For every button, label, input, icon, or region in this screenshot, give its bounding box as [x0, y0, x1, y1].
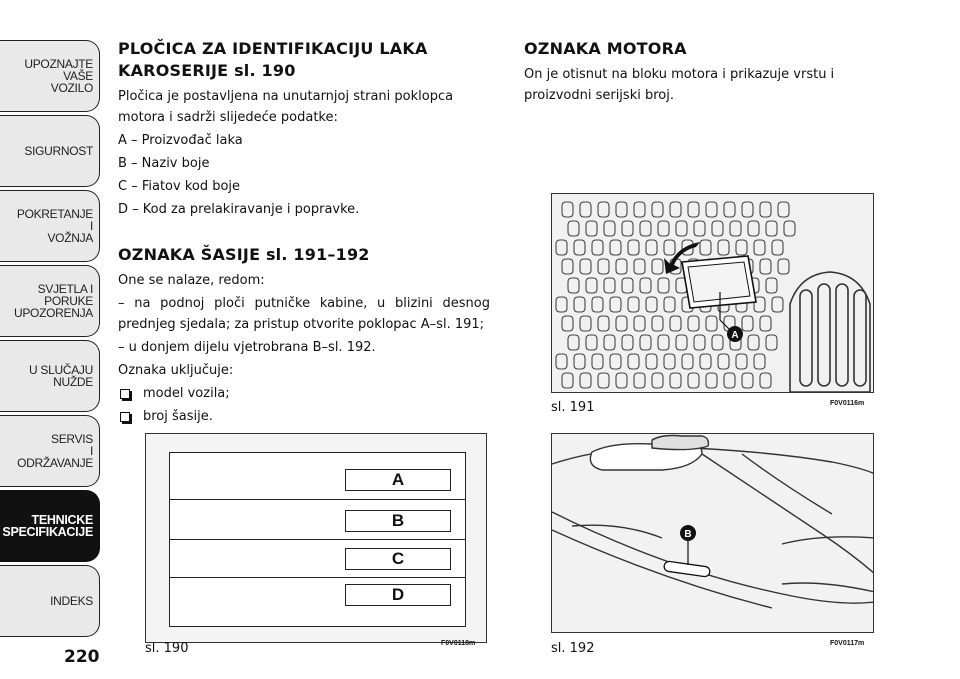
mat-cell — [598, 373, 609, 388]
mat-cell — [634, 259, 645, 274]
mat-cell — [592, 240, 603, 255]
mat-cell — [736, 354, 747, 369]
mat-cell — [760, 202, 771, 217]
tab-u-slucaju[interactable] — [0, 340, 100, 412]
mat-cell — [556, 240, 567, 255]
bullet-item — [118, 406, 490, 427]
mat-cell — [730, 221, 741, 236]
windscreen-illustration — [552, 434, 874, 633]
caption-190: sl. 190 — [145, 641, 189, 656]
square-bullet-icon — [120, 389, 130, 399]
mat-cell — [628, 240, 639, 255]
mat-cell — [604, 221, 615, 236]
mat-cell — [622, 221, 633, 236]
bullet-text: broj šasije. — [143, 409, 213, 424]
heading-motor: OZNAKA MOTORA — [524, 39, 687, 58]
plate-label-d: D — [345, 584, 451, 606]
mat-cell — [658, 221, 669, 236]
mat-cell — [562, 316, 573, 331]
mat-cell — [574, 297, 585, 312]
mat-cell — [700, 240, 711, 255]
tab-indeks[interactable] — [0, 565, 100, 637]
mat-cell — [778, 259, 789, 274]
code-192: F0V0117m — [830, 640, 865, 647]
paragraph: On je otisnut na bloku motora i prikazuje vrstu i proizvodni serijski broj. — [524, 67, 835, 103]
mat-cell — [568, 221, 579, 236]
mat-cell — [628, 297, 639, 312]
tab-pokretanje[interactable] — [0, 190, 100, 262]
paragraph: – na podnoj ploči putničke kabine, u blizini desnog prednjeg sjedala; za pristup otvorite poklopac A–sl. 191; — [118, 296, 490, 332]
mat-cell — [652, 259, 663, 274]
mat-cell — [562, 259, 573, 274]
tab-label: SIGURNOST — [24, 144, 93, 158]
mat-cell — [598, 259, 609, 274]
mat-cell — [658, 335, 669, 350]
mat-cell — [580, 259, 591, 274]
mat-cell — [616, 316, 627, 331]
figure-190 — [145, 433, 487, 643]
mat-cell — [766, 221, 777, 236]
page-number: 220 — [64, 647, 100, 667]
mat-cell — [586, 221, 597, 236]
tab-upoznajte[interactable] — [0, 40, 100, 112]
list-item: A – Proizvođač laka — [118, 133, 243, 148]
tab-label: TEHNICKE SPECIFIKACIJE — [2, 513, 93, 539]
mat-cell — [598, 202, 609, 217]
code-191: F0V0116m — [830, 400, 865, 407]
mat-cell — [778, 202, 789, 217]
mat-cell — [634, 316, 645, 331]
tab-label: UPOZNAJTE VAŠE VOZILO — [24, 57, 93, 95]
mat-cell — [580, 373, 591, 388]
mat-cell — [670, 373, 681, 388]
mat-cell — [568, 335, 579, 350]
mat-cell — [616, 202, 627, 217]
mat-cell — [604, 335, 615, 350]
mat-cell — [592, 354, 603, 369]
left-column — [118, 38, 490, 427]
mat-cell — [616, 373, 627, 388]
mat-cell — [760, 259, 771, 274]
mat-cell — [694, 221, 705, 236]
mat-cell — [634, 373, 645, 388]
mat-cell — [766, 335, 777, 350]
mat-cell — [580, 202, 591, 217]
mat-cell — [742, 373, 753, 388]
mat-cell — [706, 316, 717, 331]
mat-cell — [754, 240, 765, 255]
bullet-text: model vozila; — [143, 386, 230, 401]
mat-cell — [712, 221, 723, 236]
tab-label: SERVIS I ODRŽAVANJE — [17, 432, 93, 470]
mat-cell — [676, 221, 687, 236]
figure-192 — [551, 433, 874, 633]
mat-cell — [562, 202, 573, 217]
paragraph: – u donjem dijelu vjetrobrana B–sl. 192. — [118, 340, 376, 355]
mat-cell — [622, 335, 633, 350]
code-190: F0V0118m — [441, 640, 476, 647]
plate-label-b: B — [345, 510, 451, 532]
mat-cell — [556, 354, 567, 369]
list-item: B – Naziv boje — [118, 156, 210, 171]
divider — [170, 577, 465, 578]
mat-cell — [718, 240, 729, 255]
heading-sasija: OZNAKA ŠASIJE sl. 191–192 — [118, 245, 370, 264]
mat-cell — [688, 202, 699, 217]
mat-cell — [694, 335, 705, 350]
marker-b: B — [684, 529, 692, 540]
mat-cell — [628, 354, 639, 369]
mat-cell — [652, 316, 663, 331]
paragraph: Oznaka uključuje: — [118, 363, 234, 378]
tab-tehnicke-specifikacije[interactable] — [0, 490, 100, 562]
mat-cell — [664, 240, 675, 255]
mat-cell — [706, 373, 717, 388]
divider — [170, 499, 465, 500]
mat-cell — [580, 316, 591, 331]
mat-cell — [682, 354, 693, 369]
mat-cell — [688, 373, 699, 388]
list-item: C – Fiatov kod boje — [118, 179, 241, 194]
mat-cell — [754, 354, 765, 369]
mat-cell — [610, 354, 621, 369]
tab-servis[interactable] — [0, 415, 100, 487]
heading-plocica: PLOČICA ZA IDENTIFIKACIJU LAKA KAROSERIJE sl. 190 — [118, 39, 428, 80]
square-bullet-icon — [120, 412, 130, 422]
mat-cell — [760, 316, 771, 331]
mat-cell — [586, 335, 597, 350]
floor-illustration — [552, 194, 874, 393]
mat-cell — [712, 335, 723, 350]
mat-cell — [586, 278, 597, 293]
mat-cell — [622, 278, 633, 293]
mat-cell — [568, 278, 579, 293]
mat-cell — [604, 278, 615, 293]
mat-cell — [766, 278, 777, 293]
mat-cell — [556, 297, 567, 312]
mat-cell — [574, 240, 585, 255]
mat-cell — [724, 373, 735, 388]
plate-label-a: A — [345, 469, 451, 491]
mat-cell — [562, 373, 573, 388]
mat-cell — [670, 316, 681, 331]
mat-cell — [634, 202, 645, 217]
list-item: D – Kod za prelakiravanje i popravke. — [118, 202, 360, 217]
mat-cell — [640, 335, 651, 350]
mat-cell — [718, 354, 729, 369]
marker-a: A — [731, 330, 739, 341]
mat-cell — [736, 240, 747, 255]
mat-cell — [664, 297, 675, 312]
tab-label: POKRETANJE I VOŽNJA — [16, 207, 93, 245]
mat-cell — [646, 297, 657, 312]
mat-cell — [658, 278, 669, 293]
bullet-item — [118, 383, 490, 404]
right-column — [524, 38, 894, 106]
mat-cell — [676, 335, 687, 350]
mat-cell — [748, 221, 759, 236]
mat-cell — [652, 202, 663, 217]
mat-cell — [646, 240, 657, 255]
mat-cell — [784, 221, 795, 236]
mat-cell — [616, 259, 627, 274]
mat-cell — [748, 335, 759, 350]
caption-192: sl. 192 — [551, 641, 595, 656]
mat-cell — [742, 316, 753, 331]
tab-label: U SLUČAJU NUŽDE — [29, 363, 93, 389]
plate-label-c: C — [345, 548, 451, 570]
mat-cell — [598, 316, 609, 331]
tab-svjetla[interactable] — [0, 265, 100, 337]
paint-plate — [169, 452, 466, 627]
mat-cell — [700, 354, 711, 369]
mat-cell — [742, 202, 753, 217]
mat-cell — [724, 202, 735, 217]
mat-cell — [646, 354, 657, 369]
mat-cell — [610, 240, 621, 255]
mat-cell — [652, 373, 663, 388]
figure-191 — [551, 193, 874, 393]
divider — [170, 539, 465, 540]
mat-cell — [760, 373, 771, 388]
mat-cell — [640, 221, 651, 236]
tab-label: SVJETLA I PORUKE UPOZORENJA — [13, 282, 93, 320]
tab-sigurnost[interactable] — [0, 115, 100, 187]
mat-cell — [610, 297, 621, 312]
mat-cell — [772, 297, 783, 312]
intro-text: Pločica je postavljena na unutarnjoj strani poklopca motora i sadrži slijedeće podatke: — [118, 89, 454, 125]
paragraph: One se nalaze, redom: — [118, 273, 265, 288]
mat-cell — [574, 354, 585, 369]
mat-cell — [706, 202, 717, 217]
mat-cell — [592, 297, 603, 312]
mat-cell — [670, 202, 681, 217]
mat-cell — [688, 316, 699, 331]
mat-cell — [664, 354, 675, 369]
mat-cell — [640, 278, 651, 293]
mat-cell — [772, 240, 783, 255]
caption-191: sl. 191 — [551, 400, 595, 415]
tab-label: INDEKS — [50, 594, 93, 608]
